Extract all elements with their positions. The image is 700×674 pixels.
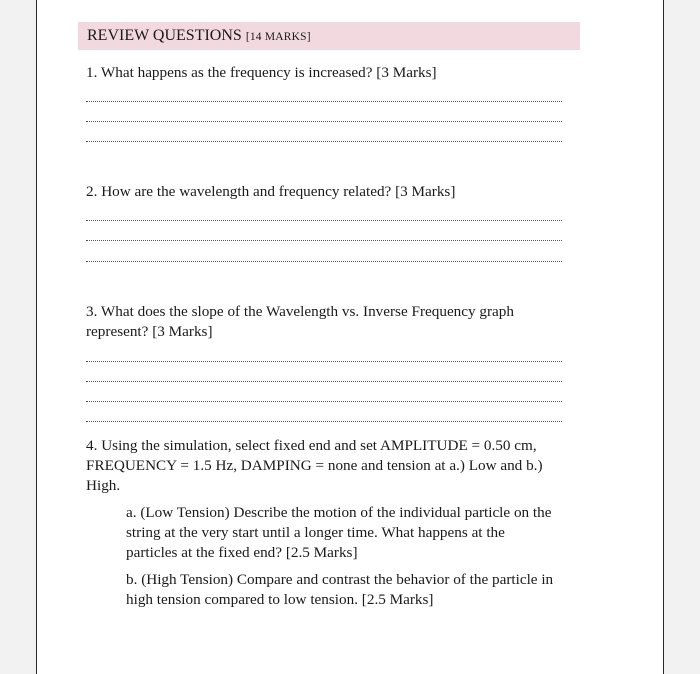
answer-line (86, 101, 562, 102)
question-4b-line-1: b. (High Tension) Compare and contrast the behavior of the particle in (126, 571, 554, 588)
section-marks: [14 MARKS] (245, 31, 311, 43)
question-1: 1. What happens as the frequency is increased? [3 Marks] (86, 64, 437, 81)
answer-line (86, 381, 562, 382)
answer-line (86, 240, 562, 241)
answer-line (86, 261, 562, 262)
answer-line (86, 401, 562, 402)
question-4b-line-2: high tension compared to low tension. [2.5 Marks] (126, 591, 434, 608)
answer-line (86, 121, 562, 122)
answer-line (86, 220, 562, 221)
question-3-line-1: 3. What does the slope of the Wavelength vs. Inverse Frequency graph (86, 303, 514, 320)
question-4a-line-2: string at the very start until a longer time. What happens at the (126, 524, 505, 541)
answer-line (86, 361, 562, 362)
question-4-line-1: 4. Using the simulation, select fixed end and set AMPLITUDE = 0.50 cm, (86, 437, 537, 454)
question-4a-line-1: a. (Low Tension) Describe the motion of the individual particle on the (126, 504, 552, 521)
section-title (87, 27, 311, 46)
answer-line (86, 141, 562, 142)
question-4-line-3: High. (86, 477, 121, 494)
question-2: 2. How are the wavelength and frequency related? [3 Marks] (86, 183, 456, 200)
question-4-line-2: FREQUENCY = 1.5 Hz, DAMPING = none and tension at a.) Low and b.) (86, 457, 543, 474)
question-3-line-2: represent? [3 Marks] (86, 323, 213, 340)
answer-line (86, 421, 562, 422)
question-4a-line-3: particles at the fixed end? [2.5 Marks] (126, 544, 358, 561)
section-title-text: REVIEW QUESTIONS (87, 27, 242, 44)
